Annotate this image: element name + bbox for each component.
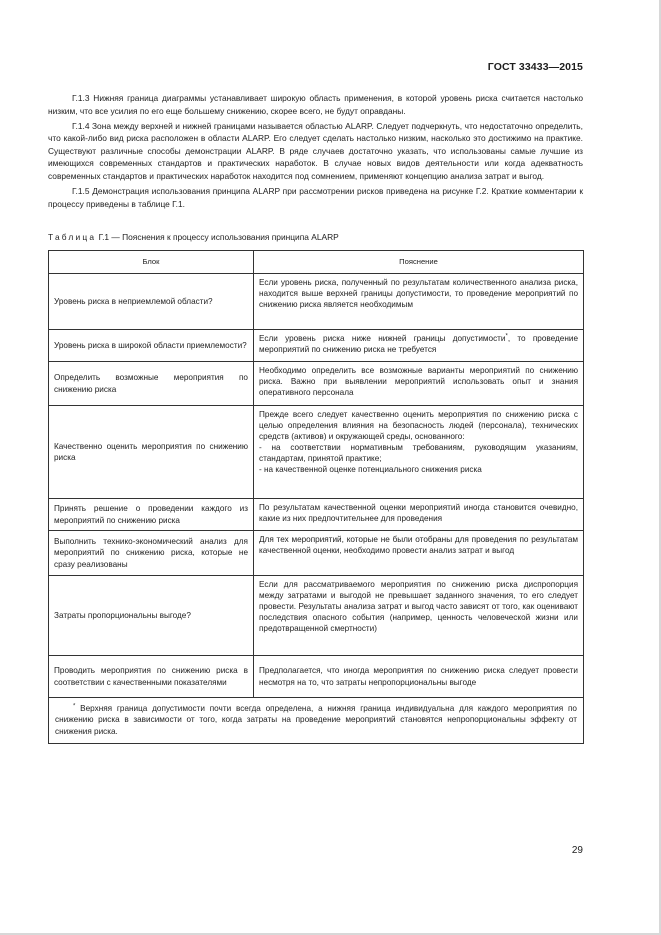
table-caption-text: Г.1 — Пояснения к процессу использования принципа ALARP <box>98 232 339 242</box>
table-row <box>49 274 584 330</box>
document-header: ГОСТ 33433—2015 <box>487 61 583 73</box>
explanation-cell <box>254 406 584 499</box>
explanation-text: , то проведение мероприятий по снижению риска не требуется <box>259 334 578 355</box>
table-caption <box>48 232 339 242</box>
explanation-text: Если уровень риска ниже нижней границы допустимости <box>259 334 506 343</box>
footnote-row <box>49 698 584 744</box>
alarp-table <box>48 250 584 744</box>
explanation-cell <box>254 330 584 362</box>
footnote <box>55 703 577 737</box>
table-row <box>49 531 584 576</box>
table-row <box>49 499 584 531</box>
footnote-marker: * <box>73 703 76 710</box>
page-number: 29 <box>571 845 583 856</box>
explanation-list-item: - на качественной оценке потенциального снижения риска <box>259 465 482 475</box>
header-explanation: Пояснение <box>254 251 584 274</box>
explanation-text: Прежде всего следует качественно оценить мероприятия по снижению риска с целью определения влияния на безопасность людей (персонала), технических средств (активов) и окружающей среды, основанного: <box>259 410 578 442</box>
explanation-cell: По результатам качественной оценки мероприятий иногда становится очевидно, какие из них предпочтительнее для проведения <box>254 499 584 531</box>
table-row <box>49 362 584 406</box>
body-text <box>48 92 583 213</box>
paragraph-g-1-3: Г.1.3 Нижняя граница диаграммы устанавливает широкую область применения, в которой уровень риска считается настолько низким, что все усилия по его еще большему снижению, скорее всего, не будут оправданы. <box>48 93 583 116</box>
table-row <box>49 656 584 698</box>
explanation-cell: Предполагается, что иногда мероприятия по снижению риска следует провести несмотря на то, что затраты непропорциональны выгоде <box>254 656 584 698</box>
block-cell: Проводить мероприятия по снижению риска в соответствии с качественными показателями <box>49 656 254 698</box>
block-cell: Выполнить технико-экономический анализ для мероприятий по снижению риска, которые не сразу реализованы <box>49 531 254 576</box>
explanation-cell: Если для рассматриваемого мероприятия по снижению риска диспропорция между затратами и выгодой не превышает заданного значения, то его следует провести. Результаты анализа затрат и выгод часто зависят от того, как оценивают последствия опасного события (например, ценность человеческой жизни или предотвращенной смертности) <box>254 576 584 656</box>
table-caption-label: Таблица <box>48 232 97 242</box>
block-cell: Уровень риска в широкой области приемлемости? <box>49 330 254 362</box>
footnote-cell <box>49 698 584 744</box>
footnote-text: Верхняя граница допустимости почти всегда определена, а нижняя граница индивидуальна для каждого мероприятия по снижению риска в зависимости от того, когда затраты на проведение мероприятий становятся непропорциональны эффекту от снижения риска. <box>55 704 577 736</box>
block-cell: Затраты пропорциональны выгоде? <box>49 576 254 656</box>
paragraph-g-1-5: Г.1.5 Демонстрация использования принципа ALARP при рассмотрении рисков приведена на рисунке Г.2. Краткие комментарии к процессу приведены в таблице Г.1. <box>48 186 583 209</box>
block-cell: Принять решение о проведении каждого из мероприятий по снижению риска <box>49 499 254 531</box>
table-row <box>49 406 584 499</box>
explanation-list-item: - на соответствии нормативным требованиям, руководящим указаниям, стандартам, принятой практике; <box>259 443 578 464</box>
table-header-row <box>49 251 584 274</box>
explanation-cell: Если уровень риска, полученный по результатам количественного анализа риска, находится выше верхней границы допустимости, то проведение мероприятий по снижению риска является необходимым <box>254 274 584 330</box>
table-row <box>49 330 584 362</box>
paragraph-g-1-4: Г.1.4 Зона между верхней и нижней границами называется областью ALARP. Следует подчеркнуть, что недостаточно определить, что какой-либо вид риска расположен в области ALARP. Его следует сделать настолько низким, насколько это достижимо на практике. Существуют различные способы демонстрации ALARP. В ряде случаев достаточно указать, что использованы самые лучшие из имеющихся современных стандартов и практических наработок. В случае новых видов деятельности или когда адекватность современных стандартов и практических наработок находится под сомнением, применяют концепцию анализа затрат и выгод. <box>48 120 583 182</box>
footnote-ref: * <box>505 333 508 340</box>
explanation-cell: Необходимо определить все возможные варианты мероприятий по снижению риска. Важно при выявлении мероприятий использовать опыт и знания оперативного персонала <box>254 362 584 406</box>
block-cell: Качественно оценить мероприятия по снижению риска <box>49 406 254 499</box>
explanation-cell: Для тех мероприятий, которые не были отобраны для проведения по результатам качественной оценки, необходимо провести анализ затрат и выгод <box>254 531 584 576</box>
header-block: Блок <box>49 251 254 274</box>
table-row <box>49 576 584 656</box>
block-cell: Уровень риска в неприемлемой области? <box>49 274 254 330</box>
block-cell: Определить возможные мероприятия по снижению риска <box>49 362 254 406</box>
